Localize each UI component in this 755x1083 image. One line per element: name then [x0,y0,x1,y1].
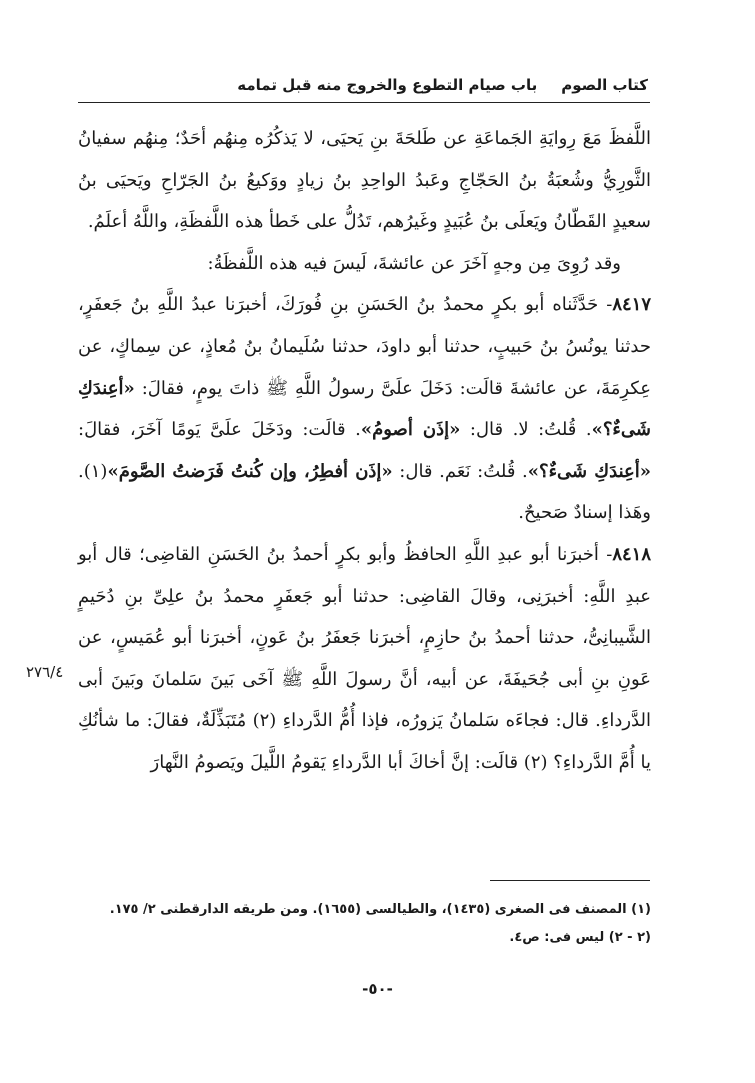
paragraph-2: وقد رُوِىَ مِن وجهٍ آخَرَ عن عائشةَ، لَيسَ فيه هذه اللَّفظَةُ: [207,252,621,274]
quote-1: «أعِندَكِ شَىءٌ؟» [78,377,651,441]
margin-reference: ٢٧٦/٤ [26,663,64,681]
page-number: -٥٠- [362,980,393,998]
hadith-text-4: . قُلتُ: نَعَم. قال: [392,460,528,482]
hadith-text-5: (١). وهَذا إسنادٌ صَحيحٌ. [78,460,651,524]
hadith-8418 [78,534,651,784]
quote-3: «أعِندَكِ شَىءٌ؟» [527,460,651,482]
footnote-rule [490,880,650,881]
quote-4: «إذَن أفطِرُ، وإن كُنتُ فَرَضتُ الصَّومَ» [107,460,393,482]
footnotes [78,896,651,952]
book-title: كتاب الصوم [561,76,648,94]
quote-2: «إذَن أصومُ» [360,419,461,441]
running-header [80,72,648,98]
chapter-title: باب صيام التطوع والخروج منه قبل تمامه [237,76,538,94]
footnote-1: (١) المصنف فى الصغرى (١٤٣٥)، والطيالسى (١٦٥٥). ومن طريقه الدارقطنى ٢/ ١٧٥. [109,902,651,917]
main-text [78,118,651,784]
hadith-8417 [78,284,651,534]
footnote-2: (٢ - ٢) ليس فى: ص٤. [509,930,651,945]
hadith-text: - أخبرَنا أبو عبدِ اللَّهِ الحافظُ وأبو بكرٍ أحمدُ بنُ الحَسَنِ القاضِى؛ قال أبو عبدِ اللَّهِ: أخبرَنِى، وقالَ القاضِى: حدثنا أبو جَعفَرٍ محمدُ بنُ علِىِّ بنِ دُحَيمٍ الشَّيبانِىُّ، حدثنا أحمدُ بنُ حازِمٍ، أخبرَنا جَعفَرُ بنُ عَونٍ، أخبرَنا أبو عُمَيسٍ، عن عَونِ بنِ أبى جُحَيفَةَ، عن أبيه، أنَّ رسولَ اللَّهِ ﷺ آخَى بَينَ سَلمانَ وبَينَ أبى الدَّرداءِ. قال: فجاءَه سَلمانُ يَزورُه، فإذا أُمُّ الدَّرداءِ (٢) مُتَبَذِّلَةٌ، فقالَ: ما شأنُكِ يا أُمَّ الدَّرداءِ؟ (٢) قالَت: إنَّ أخاكَ أبا الدَّرداءِ يَقومُ اللَّيلَ ويَصومُ النَّهارَ [78,543,651,773]
hadith-number: ٨٤١٨ [612,543,651,565]
hadith-number: ٨٤١٧ [612,294,651,316]
hadith-text: - حَدَّثَناه أبو بكرٍ محمدُ بنُ الحَسَنِ بنِ فُورَكَ، أخبرَنا عبدُ اللَّهِ بنُ جَعفَرٍ، حدثنا يونُسُ بنُ حَبيبٍ، حدثنا أبو داودَ، حدثنا سُلَيمانُ بنُ مُعاذٍ، عن سِماكٍ، عن عِكرِمَةَ، عن عائشةَ قالَت: دَخَلَ علَىَّ رسولُ اللَّهِ ﷺ ذاتَ يومٍ، فقالَ: [78,294,651,399]
hadith-text-2: . قُلتُ: لا. قال: [460,419,592,441]
header-rule [78,102,650,103]
paragraph-1: اللَّفظَ مَعَ رِوايَةِ الجَماعَةِ عن طَلحَةَ بنِ يَحيَى، لا يَذكُرُه مِنهُم أحَدٌ؛ مِنهُم سفيانُ الثَّورِيُّ وشُعبَةُ بنُ الحَجّاجِ وعَبدُ الواحِدِ بنُ زيادٍ ووَكيعُ بنُ الجَرّاحِ ويَحيَى بنُ سعيدٍ القَطّانُ ويَعلَى بنُ عُبَيدٍ وغَيرُهم، تَدُلُّ على خَطأ هذه اللَّفظَةِ، واللَّهُ أعلَمُ. [78,128,651,233]
hadith-text-3: . قالَت: ودَخَلَ علَىَّ يَومًا آخَرَ، فقالَ: [78,419,361,441]
